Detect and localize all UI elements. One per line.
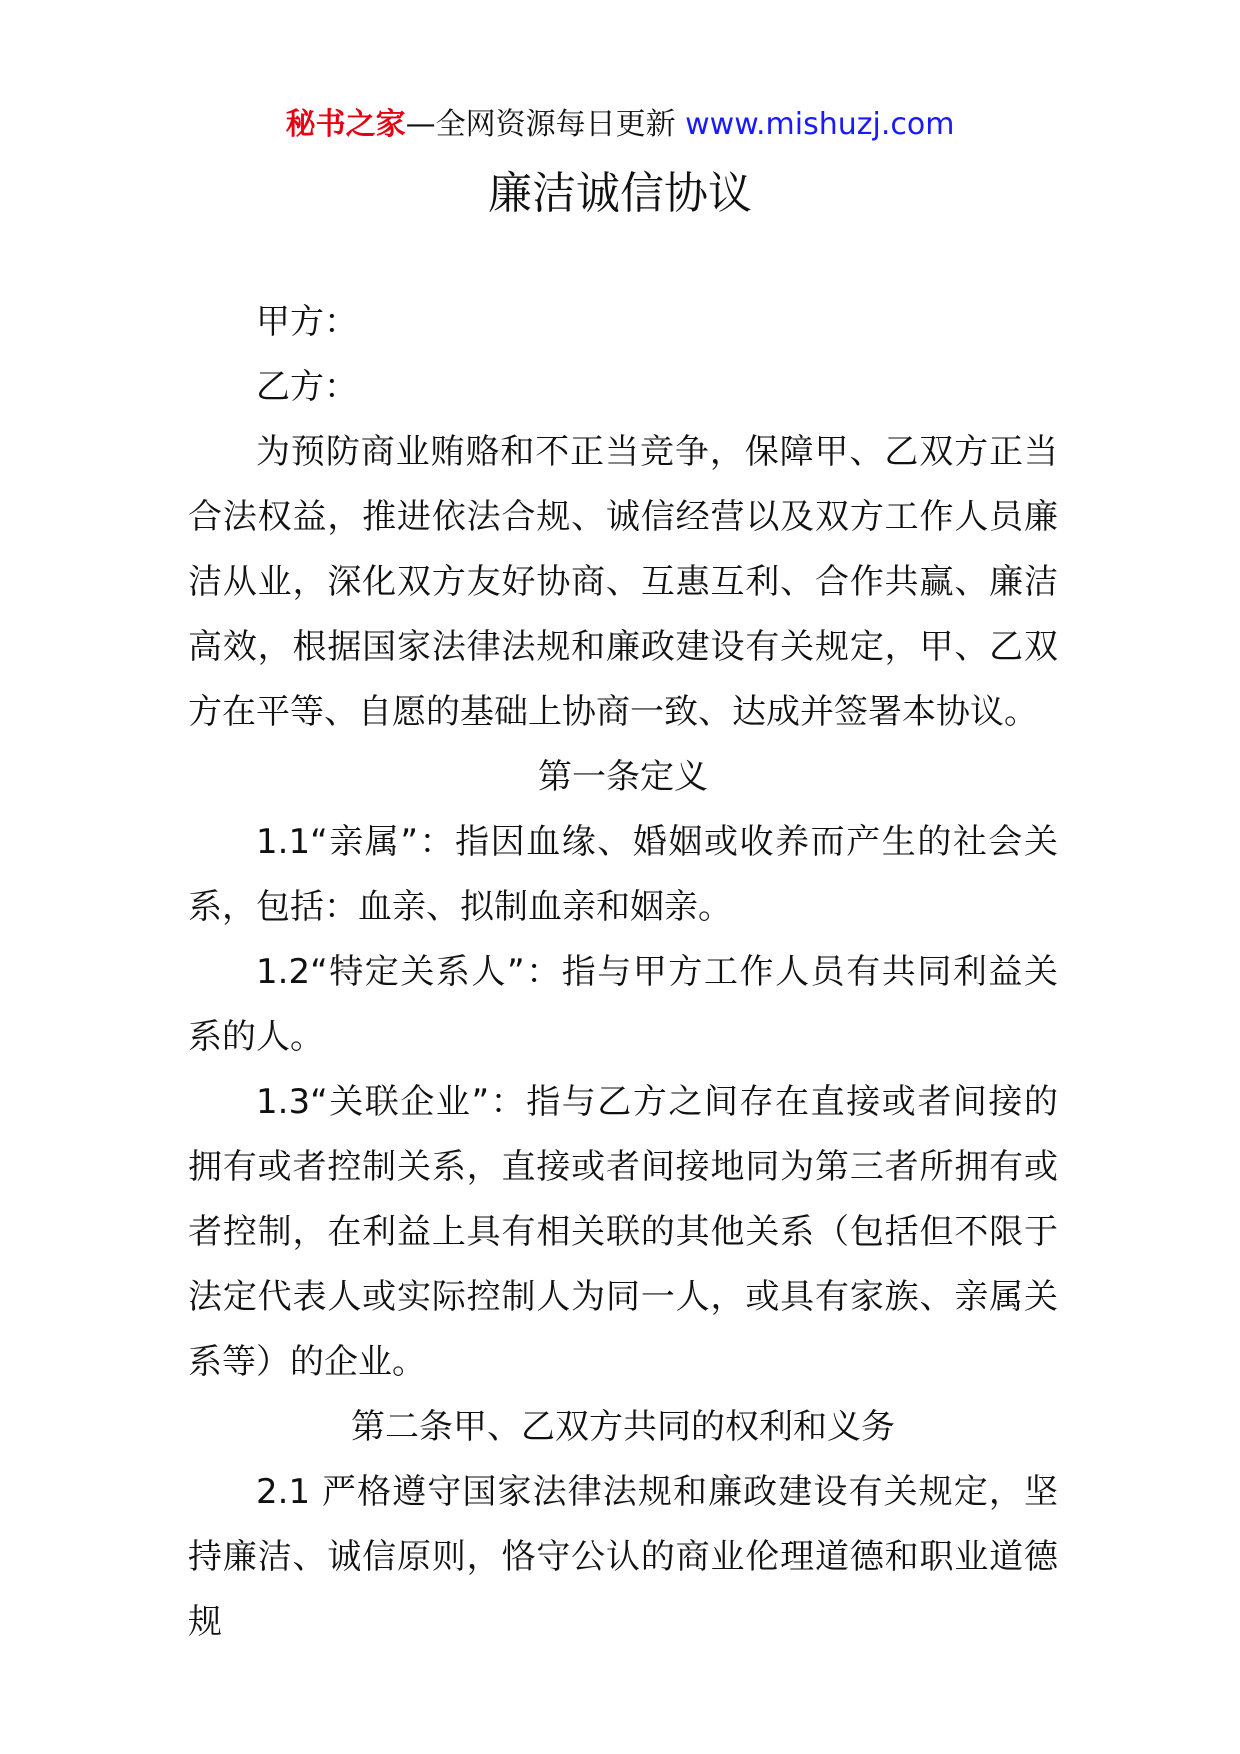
document-body bbox=[188, 290, 1058, 1655]
page-header bbox=[0, 100, 1240, 150]
party-a-line: 甲方： bbox=[256, 302, 358, 342]
document-title: 廉洁诚信协议 bbox=[488, 168, 752, 219]
header-slogan: —全网资源每日更新 bbox=[405, 107, 676, 142]
header-url-link[interactable]: www.mishuzj.com bbox=[685, 107, 955, 142]
clause-1-3: 1.3“关联企业”：指与乙方之间存在直接或者间接的拥有或者控制关系，直接或者间接地同为第三者所拥有或者控制，在利益上具有相关联的其他关系（包括但不限于法定代表人或实际控制人为同一人，或具有家族、亲属关系等）的企业。 bbox=[188, 1082, 1058, 1382]
article-1-heading: 第一条定义 bbox=[538, 757, 708, 797]
preamble-paragraph: 为预防商业贿赂和不正当竞争，保障甲、乙双方正当合法权益，推进依法合规、诚信经营以及双方工作人员廉洁从业，深化双方友好协商、互惠互利、合作共赢、廉洁高效，根据国家法律法规和廉政建设有关规定，甲、乙双方在平等、自愿的基础上协商一致、达成并签署本协议。 bbox=[188, 432, 1058, 732]
clause-1-1: 1.1“亲属”：指因血缘、婚姻或收养而产生的社会关系，包括：血亲、拟制血亲和姻亲。 bbox=[188, 822, 1058, 927]
clause-1-2: 1.2“特定关系人”：指与甲方工作人员有共同利益关系的人。 bbox=[188, 952, 1058, 1057]
article-2-heading: 第二条甲、乙双方共同的权利和义务 bbox=[351, 1407, 895, 1447]
clause-2-1: 2.1 严格遵守国家法律法规和廉政建设有关规定，坚持廉洁、诚信原则，恪守公认的商业伦理道德和职业道德规 bbox=[188, 1472, 1058, 1642]
party-b-line: 乙方： bbox=[256, 367, 358, 407]
header-brand: 秘书之家 bbox=[285, 107, 406, 142]
